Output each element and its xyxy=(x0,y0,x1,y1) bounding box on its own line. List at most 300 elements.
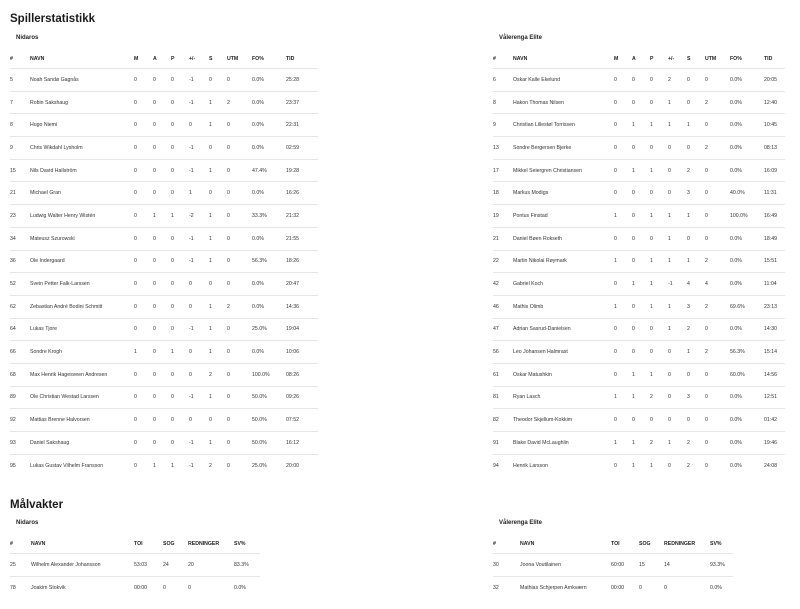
cell-shots: 1 xyxy=(687,205,705,228)
cell-plus-minus: -1 xyxy=(668,273,687,296)
cell-toi: 22:31 xyxy=(286,114,318,137)
cell-points: 0 xyxy=(171,91,189,114)
cell-toi: 02:59 xyxy=(286,137,318,160)
cell-points: 0 xyxy=(171,250,189,273)
away-goalies-team-title: Vålerenga Elite xyxy=(499,520,543,526)
cell-pim: 2 xyxy=(705,91,730,114)
cell-save-pct: 93.3% xyxy=(710,554,733,577)
header-faceoff-pct: FO% xyxy=(730,50,764,69)
cell-assists: 0 xyxy=(153,159,171,182)
cell-plus-minus: 0 xyxy=(189,114,209,137)
cell-pim: 0 xyxy=(227,182,252,205)
cell-faceoff-pct: 40.0% xyxy=(730,182,764,205)
header-toi: TID xyxy=(764,50,785,69)
cell-toi: 14:30 xyxy=(764,318,785,341)
header-shots: S xyxy=(687,50,705,69)
header-shots: S xyxy=(209,50,227,69)
cell-goals: 0 xyxy=(614,159,632,182)
cell-faceoff-pct: 0.0% xyxy=(730,69,764,92)
cell-points: 1 xyxy=(650,295,668,318)
cell-goals: 0 xyxy=(134,69,153,92)
cell-number: 36 xyxy=(10,250,30,273)
cell-number: 46 xyxy=(493,295,513,318)
cell-goals: 1 xyxy=(614,250,632,273)
cell-goals: 0 xyxy=(134,295,153,318)
cell-points: 0 xyxy=(650,137,668,160)
cell-name: Lukas Tjore xyxy=(30,318,134,341)
cell-goals: 0 xyxy=(134,114,153,137)
cell-pim: 0 xyxy=(705,318,730,341)
cell-plus-minus: 0 xyxy=(189,363,209,386)
cell-plus-minus: 0 xyxy=(189,295,209,318)
cell-number: 42 xyxy=(493,273,513,296)
cell-goals: 1 xyxy=(134,341,153,364)
cell-toi: 23:13 xyxy=(764,295,785,318)
cell-toi: 07:52 xyxy=(286,409,318,432)
cell-toi: 19:46 xyxy=(764,432,785,455)
cell-pim: 2 xyxy=(227,91,252,114)
cell-name: Oskar Matushkin xyxy=(513,363,614,386)
cell-saves: 20 xyxy=(188,554,234,577)
cell-number: 34 xyxy=(10,227,30,250)
cell-assists: 0 xyxy=(632,409,650,432)
cell-assists: 0 xyxy=(153,182,171,205)
player-row xyxy=(493,273,785,296)
cell-faceoff-pct: 0.0% xyxy=(252,69,286,92)
home-skaters-table xyxy=(10,50,318,476)
cell-name: Noah Sandø Gagnås xyxy=(30,69,134,92)
cell-assists: 0 xyxy=(153,295,171,318)
header-saves: REDNINGER xyxy=(188,535,234,554)
cell-faceoff-pct: 60.0% xyxy=(730,363,764,386)
cell-pim: 0 xyxy=(227,137,252,160)
cell-name: Daniel Sakshaug xyxy=(30,432,134,455)
cell-save-pct: 0.0% xyxy=(234,577,260,600)
cell-goals: 0 xyxy=(614,318,632,341)
header-pim: UTM xyxy=(705,50,730,69)
cell-faceoff-pct: 33.3% xyxy=(252,205,286,228)
cell-name: Zebastian André Bodini Schmitt xyxy=(30,295,134,318)
cell-number: 95 xyxy=(10,454,30,476)
cell-pim: 0 xyxy=(227,363,252,386)
cell-faceoff-pct: 56.3% xyxy=(730,341,764,364)
cell-faceoff-pct: 50.0% xyxy=(252,432,286,455)
player-row xyxy=(10,363,318,386)
player-row xyxy=(10,137,318,160)
player-row xyxy=(10,295,318,318)
cell-pim: 0 xyxy=(227,227,252,250)
cell-points: 0 xyxy=(171,114,189,137)
cell-name: Daniel Bøen Rokseth xyxy=(513,227,614,250)
cell-assists: 0 xyxy=(632,69,650,92)
cell-toi: 21:55 xyxy=(286,227,318,250)
player-row xyxy=(493,91,785,114)
player-row xyxy=(10,182,318,205)
cell-plus-minus: 1 xyxy=(189,182,209,205)
cell-shots: 1 xyxy=(209,432,227,455)
cell-shots: 1 xyxy=(687,341,705,364)
cell-assists: 0 xyxy=(153,227,171,250)
cell-name: Lukas Gustav Vilhelm Fransson xyxy=(30,454,134,476)
player-row xyxy=(493,386,785,409)
cell-sog: 15 xyxy=(639,554,664,577)
cell-sog: 0 xyxy=(639,577,664,600)
cell-goals: 1 xyxy=(614,205,632,228)
cell-assists: 0 xyxy=(632,341,650,364)
player-row xyxy=(493,114,785,137)
player-row xyxy=(493,250,785,273)
cell-plus-minus: 0 xyxy=(668,409,687,432)
cell-points: 1 xyxy=(171,454,189,476)
cell-assists: 1 xyxy=(632,386,650,409)
cell-toi: 18:49 xyxy=(764,227,785,250)
cell-toi: 09:26 xyxy=(286,386,318,409)
cell-faceoff-pct: 0.0% xyxy=(252,182,286,205)
cell-pim: 0 xyxy=(705,69,730,92)
cell-assists: 0 xyxy=(632,295,650,318)
cell-shots: 2 xyxy=(687,432,705,455)
cell-assists: 0 xyxy=(153,409,171,432)
cell-saves: 0 xyxy=(664,577,710,600)
player-row xyxy=(493,363,785,386)
cell-faceoff-pct: 0.0% xyxy=(730,114,764,137)
cell-shots: 0 xyxy=(687,91,705,114)
table-header-row xyxy=(10,535,260,554)
cell-toi: 16:49 xyxy=(764,205,785,228)
cell-number: 6 xyxy=(493,69,513,92)
cell-shots: 1 xyxy=(209,295,227,318)
cell-faceoff-pct: 0.0% xyxy=(252,137,286,160)
cell-assists: 0 xyxy=(153,69,171,92)
cell-plus-minus: 1 xyxy=(668,318,687,341)
cell-number: 21 xyxy=(493,227,513,250)
player-row xyxy=(10,114,318,137)
cell-points: 0 xyxy=(171,386,189,409)
goalie-row xyxy=(10,554,260,577)
cell-number: 91 xyxy=(493,432,513,455)
player-row xyxy=(493,69,785,92)
cell-name: Svein Petter Falk-Larssen xyxy=(30,273,134,296)
cell-points: 1 xyxy=(171,205,189,228)
cell-pim: 0 xyxy=(705,205,730,228)
cell-pim: 0 xyxy=(227,159,252,182)
cell-number: 17 xyxy=(493,159,513,182)
cell-name: Hugo Niemi xyxy=(30,114,134,137)
cell-name: Oskar Kalle Ekelund xyxy=(513,69,614,92)
cell-plus-minus: 2 xyxy=(668,69,687,92)
cell-toi: 08:26 xyxy=(286,363,318,386)
cell-number: 9 xyxy=(10,137,30,160)
header-number: # xyxy=(10,50,30,69)
cell-toi: 24:08 xyxy=(764,454,785,476)
cell-save-pct: 83.3% xyxy=(234,554,260,577)
cell-number: 68 xyxy=(10,363,30,386)
cell-pim: 0 xyxy=(227,114,252,137)
cell-plus-minus: 1 xyxy=(668,91,687,114)
cell-goals: 0 xyxy=(134,432,153,455)
cell-save-pct: 0.0% xyxy=(710,577,733,600)
cell-pim: 0 xyxy=(705,409,730,432)
cell-plus-minus: 1 xyxy=(668,295,687,318)
header-assists: A xyxy=(153,50,171,69)
cell-faceoff-pct: 0.0% xyxy=(730,454,764,476)
header-sog: SOG xyxy=(163,535,188,554)
cell-number: 89 xyxy=(10,386,30,409)
cell-faceoff-pct: 0.0% xyxy=(730,91,764,114)
cell-name: Mateusz Szurowski xyxy=(30,227,134,250)
cell-faceoff-pct: 69.6% xyxy=(730,295,764,318)
header-points: P xyxy=(650,50,668,69)
cell-assists: 1 xyxy=(153,205,171,228)
cell-assists: 0 xyxy=(632,227,650,250)
goalie-row xyxy=(493,554,733,577)
player-row xyxy=(10,205,318,228)
cell-points: 0 xyxy=(171,227,189,250)
header-save-pct: SV% xyxy=(234,535,260,554)
cell-pim: 0 xyxy=(705,386,730,409)
cell-shots: 4 xyxy=(687,273,705,296)
cell-assists: 0 xyxy=(632,182,650,205)
cell-points: 0 xyxy=(171,432,189,455)
cell-shots: 1 xyxy=(687,114,705,137)
cell-goals: 0 xyxy=(134,91,153,114)
cell-number: 52 xyxy=(10,273,30,296)
player-row xyxy=(10,91,318,114)
cell-saves: 0 xyxy=(188,577,234,600)
cell-shots: 2 xyxy=(209,363,227,386)
player-row xyxy=(10,159,318,182)
cell-goals: 0 xyxy=(134,250,153,273)
header-toi: TOI xyxy=(611,535,639,554)
cell-shots: 1 xyxy=(209,159,227,182)
cell-goals: 0 xyxy=(614,341,632,364)
header-goals: M xyxy=(614,50,632,69)
cell-shots: 0 xyxy=(687,363,705,386)
player-row xyxy=(493,227,785,250)
cell-name: Ludwig Walter Henry Wistén xyxy=(30,205,134,228)
cell-faceoff-pct: 0.0% xyxy=(730,273,764,296)
cell-plus-minus: 1 xyxy=(668,114,687,137)
cell-points: 0 xyxy=(171,182,189,205)
cell-plus-minus: -1 xyxy=(189,159,209,182)
cell-points: 0 xyxy=(650,341,668,364)
header-name: NAVN xyxy=(31,535,134,554)
header-pim: UTM xyxy=(227,50,252,69)
cell-toi: 15:14 xyxy=(764,341,785,364)
cell-goals: 0 xyxy=(614,273,632,296)
cell-toi: 19:04 xyxy=(286,318,318,341)
cell-points: 1 xyxy=(650,363,668,386)
away-skaters-table xyxy=(493,50,785,476)
cell-toi: 08:13 xyxy=(764,137,785,160)
cell-points: 0 xyxy=(171,295,189,318)
cell-pim: 2 xyxy=(705,341,730,364)
cell-shots: 0 xyxy=(209,409,227,432)
player-row xyxy=(493,454,785,476)
cell-goals: 0 xyxy=(134,409,153,432)
cell-points: 0 xyxy=(650,182,668,205)
cell-name: Joakim Stokvik xyxy=(31,577,134,600)
cell-assists: 0 xyxy=(153,318,171,341)
cell-points: 1 xyxy=(650,454,668,476)
cell-assists: 0 xyxy=(632,318,650,341)
cell-pim: 0 xyxy=(227,318,252,341)
cell-assists: 1 xyxy=(632,114,650,137)
cell-number: 78 xyxy=(10,577,31,600)
cell-plus-minus: -1 xyxy=(189,250,209,273)
cell-plus-minus: 1 xyxy=(668,227,687,250)
cell-shots: 0 xyxy=(209,182,227,205)
cell-plus-minus: 0 xyxy=(668,182,687,205)
cell-shots: 1 xyxy=(209,386,227,409)
cell-toi: 20:05 xyxy=(764,69,785,92)
cell-toi: 53:03 xyxy=(134,554,163,577)
cell-name: Pontus Finstad xyxy=(513,205,614,228)
cell-goals: 0 xyxy=(134,273,153,296)
cell-pim: 0 xyxy=(227,341,252,364)
cell-pim: 0 xyxy=(705,454,730,476)
player-row xyxy=(493,318,785,341)
cell-assists: 0 xyxy=(632,250,650,273)
cell-name: Ole Christian Westad Larssen xyxy=(30,386,134,409)
cell-name: Wilhelm Alexander Johansson xyxy=(31,554,134,577)
table-header-row xyxy=(10,50,318,69)
cell-toi: 01:42 xyxy=(764,409,785,432)
cell-shots: 1 xyxy=(687,250,705,273)
cell-faceoff-pct: 0.0% xyxy=(730,137,764,160)
home-team-title: Nidaros xyxy=(16,35,39,41)
away-team-title: Vålerenga Elite xyxy=(499,35,543,41)
cell-number: 30 xyxy=(493,554,520,577)
cell-faceoff-pct: 0.0% xyxy=(730,409,764,432)
cell-pim: 2 xyxy=(705,295,730,318)
cell-pim: 0 xyxy=(705,227,730,250)
cell-faceoff-pct: 0.0% xyxy=(252,114,286,137)
player-row xyxy=(493,205,785,228)
cell-pim: 0 xyxy=(705,432,730,455)
cell-name: Mathias Schjerpen Arnkværn xyxy=(520,577,611,600)
header-number: # xyxy=(493,535,520,554)
cell-faceoff-pct: 47.4% xyxy=(252,159,286,182)
cell-points: 0 xyxy=(171,159,189,182)
cell-name: Sondre Krogh xyxy=(30,341,134,364)
cell-name: Max Henrik Hagesveen Andresen xyxy=(30,363,134,386)
header-plus-minus: +/- xyxy=(668,50,687,69)
cell-points: 0 xyxy=(650,409,668,432)
cell-goals: 0 xyxy=(614,69,632,92)
cell-name: Joona Voutilainen xyxy=(520,554,611,577)
cell-shots: 1 xyxy=(209,318,227,341)
cell-goals: 0 xyxy=(614,182,632,205)
cell-number: 92 xyxy=(10,409,30,432)
cell-shots: 0 xyxy=(687,409,705,432)
cell-goals: 0 xyxy=(134,205,153,228)
cell-number: 64 xyxy=(10,318,30,341)
header-name: NAVN xyxy=(513,50,614,69)
cell-pim: 0 xyxy=(705,182,730,205)
player-row xyxy=(493,159,785,182)
cell-assists: 1 xyxy=(632,159,650,182)
cell-goals: 0 xyxy=(134,454,153,476)
cell-number: 8 xyxy=(10,114,30,137)
cell-toi: 16:26 xyxy=(286,182,318,205)
cell-number: 19 xyxy=(493,205,513,228)
cell-goals: 0 xyxy=(134,318,153,341)
cell-assists: 0 xyxy=(153,432,171,455)
cell-assists: 0 xyxy=(153,273,171,296)
away-goalies-table xyxy=(493,535,733,599)
cell-pim: 0 xyxy=(227,69,252,92)
cell-pim: 0 xyxy=(227,250,252,273)
cell-name: Mikkel Seiergren Christiansen xyxy=(513,159,614,182)
goalie-row xyxy=(493,577,733,600)
player-row xyxy=(10,386,318,409)
cell-pim: 2 xyxy=(227,295,252,318)
goalies-section-title: Målvakter xyxy=(10,499,64,511)
cell-shots: 1 xyxy=(209,341,227,364)
cell-number: 82 xyxy=(493,409,513,432)
cell-toi: 12:51 xyxy=(764,386,785,409)
cell-number: 61 xyxy=(493,363,513,386)
cell-shots: 1 xyxy=(209,250,227,273)
cell-shots: 0 xyxy=(687,227,705,250)
cell-points: 0 xyxy=(650,91,668,114)
cell-points: 2 xyxy=(650,386,668,409)
cell-faceoff-pct: 0.0% xyxy=(252,341,286,364)
cell-points: 1 xyxy=(171,341,189,364)
header-plus-minus: +/- xyxy=(189,50,209,69)
cell-sog: 0 xyxy=(163,577,188,600)
cell-points: 0 xyxy=(171,273,189,296)
cell-plus-minus: -1 xyxy=(189,91,209,114)
cell-plus-minus: 1 xyxy=(668,205,687,228)
cell-name: Mattias Brenne Halvorsen xyxy=(30,409,134,432)
cell-faceoff-pct: 0.0% xyxy=(252,295,286,318)
cell-faceoff-pct: 100.0% xyxy=(252,363,286,386)
cell-pim: 0 xyxy=(227,205,252,228)
cell-assists: 0 xyxy=(632,91,650,114)
cell-shots: 0 xyxy=(687,69,705,92)
cell-shots: 2 xyxy=(687,159,705,182)
cell-number: 9 xyxy=(493,114,513,137)
cell-goals: 0 xyxy=(134,386,153,409)
cell-shots: 1 xyxy=(209,227,227,250)
cell-name: Nils David Hallström xyxy=(30,159,134,182)
cell-number: 94 xyxy=(493,454,513,476)
cell-number: 32 xyxy=(493,577,520,600)
cell-toi: 18:26 xyxy=(286,250,318,273)
player-row xyxy=(493,409,785,432)
cell-goals: 1 xyxy=(614,386,632,409)
cell-name: Martin Nikolai Røymark xyxy=(513,250,614,273)
cell-faceoff-pct: 50.0% xyxy=(252,409,286,432)
cell-goals: 0 xyxy=(614,227,632,250)
cell-assists: 1 xyxy=(632,454,650,476)
cell-assists: 0 xyxy=(153,91,171,114)
player-row xyxy=(493,341,785,364)
cell-goals: 0 xyxy=(614,363,632,386)
cell-points: 0 xyxy=(171,363,189,386)
cell-goals: 0 xyxy=(134,159,153,182)
cell-pim: 0 xyxy=(227,432,252,455)
cell-toi: 25:28 xyxy=(286,69,318,92)
cell-goals: 0 xyxy=(134,182,153,205)
cell-plus-minus: 0 xyxy=(668,363,687,386)
cell-name: Adrian Sasrud-Danielsen xyxy=(513,318,614,341)
cell-sog: 24 xyxy=(163,554,188,577)
cell-plus-minus: 0 xyxy=(668,159,687,182)
cell-faceoff-pct: 100.0% xyxy=(730,205,764,228)
